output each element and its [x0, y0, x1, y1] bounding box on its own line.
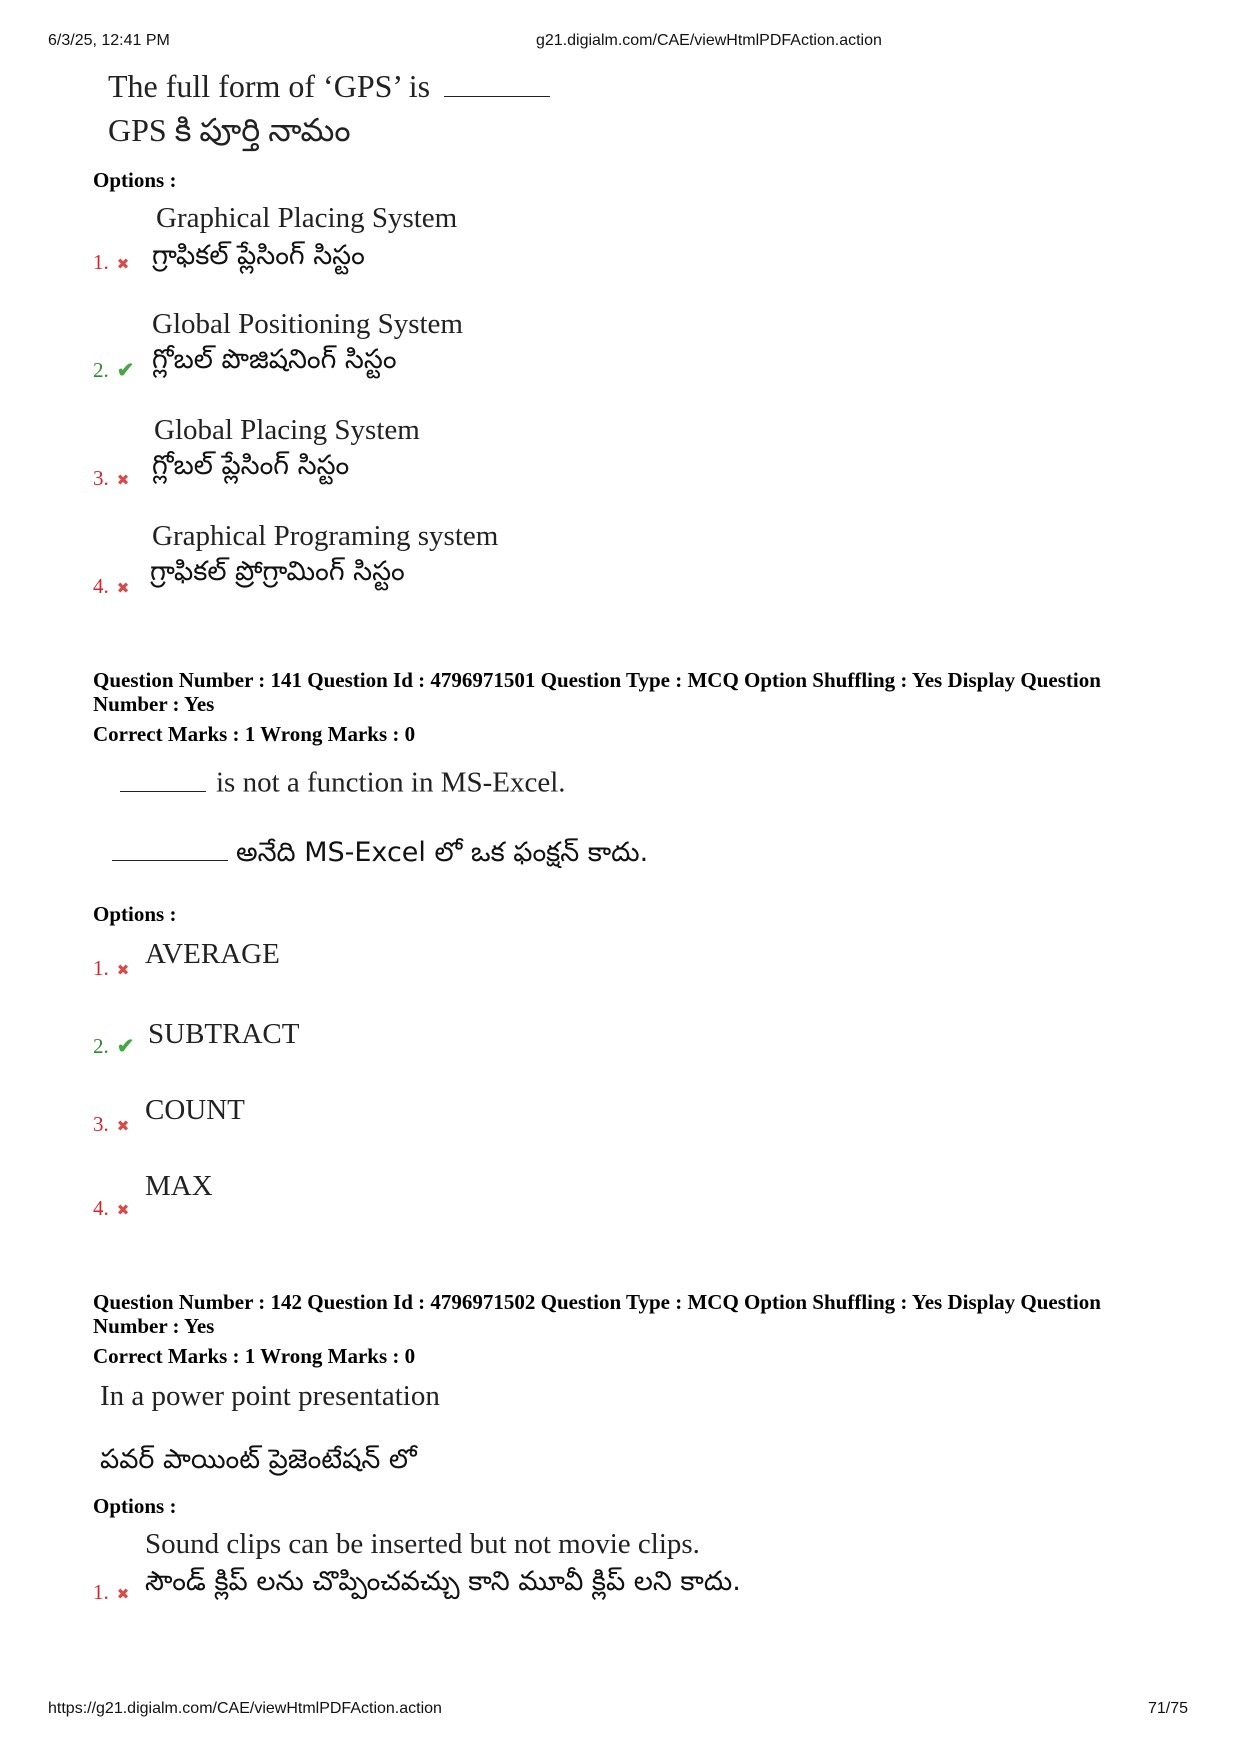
question-meta-cont: Number : Yes: [93, 1314, 215, 1338]
print-url: g21.digialm.com/CAE/viewHtmlPDFAction.action: [536, 32, 882, 49]
cross-icon: ✖: [116, 1119, 130, 1135]
option-text-en: Global Positioning System: [152, 308, 463, 340]
cross-icon: ✖: [116, 1587, 130, 1603]
question-marks: Correct Marks : 1 Wrong Marks : 0: [93, 722, 416, 746]
option-text-en: SUBTRACT: [148, 1018, 300, 1050]
option-number: 1.: [93, 1580, 109, 1604]
option-text-en: Sound clips can be inserted but not movie clips.: [145, 1528, 700, 1560]
option-marker: [93, 574, 129, 599]
option-number: 2.: [93, 1034, 109, 1058]
option-text-en: AVERAGE: [145, 938, 280, 970]
option-marker: [93, 1196, 129, 1221]
option-number: 3.: [93, 466, 109, 490]
cross-icon: ✖: [116, 963, 130, 979]
question-text-te: అనేది MS-Excel లో ఒక ఫంక్షన్ కాదు.: [112, 834, 648, 875]
answer-blank: [112, 834, 228, 861]
option-text-en: Global Placing System: [154, 414, 420, 446]
options-label: Options :: [93, 168, 177, 192]
option-number: 4.: [93, 574, 109, 598]
cross-icon: ✖: [116, 581, 130, 597]
option-number: 4.: [93, 1196, 109, 1220]
option-marker: [93, 466, 129, 491]
option-marker: [93, 1580, 129, 1605]
print-datetime: 6/3/25, 12:41 PM: [48, 32, 170, 49]
question-text-en: The full form of ‘GPS’ is: [108, 68, 550, 105]
option-number: 2.: [93, 358, 109, 382]
page-number: 71/75: [1148, 1700, 1189, 1717]
option-text-en: MAX: [145, 1170, 213, 1202]
question-text-te: GPS కి పూర్తి నామం: [108, 112, 351, 148]
option-marker: [93, 358, 134, 383]
checkmark-icon: ✔: [116, 1034, 135, 1058]
question-meta-cont: Number : Yes: [93, 692, 215, 716]
checkmark-icon: ✔: [116, 358, 135, 382]
option-text-te: గ్రాఫికల్ ప్రోగ్రామింగ్ సిస్టం: [150, 556, 405, 587]
question-marks: Correct Marks : 1 Wrong Marks : 0: [93, 1344, 416, 1368]
cross-icon: ✖: [116, 1203, 130, 1219]
question-meta: Question Number : 141 Question Id : 4796971501 Question Type : MCQ Option Shuffling : Yes Display Question: [93, 668, 1101, 692]
option-text-en: Graphical Programing system: [152, 520, 499, 552]
answer-blank: [444, 69, 550, 97]
question-meta: Question Number : 142 Question Id : 4796971502 Question Type : MCQ Option Shuffling : Yes Display Question: [93, 1290, 1101, 1314]
options-label: Options :: [93, 902, 177, 926]
cross-icon: ✖: [116, 473, 130, 489]
option-marker: [93, 1034, 134, 1059]
options-label: Options :: [93, 1494, 177, 1518]
cross-icon: ✖: [116, 257, 130, 273]
option-marker: [93, 1112, 129, 1137]
option-text-en: Graphical Placing System: [156, 202, 458, 234]
option-number: 1.: [93, 956, 109, 980]
question-text-te: పవర్ పాయింట్ ప్రెజెంటేషన్ లో: [100, 1444, 417, 1475]
option-number: 3.: [93, 1112, 109, 1136]
option-number: 1.: [93, 250, 109, 274]
option-marker: [93, 956, 129, 981]
option-text-te: సౌండ్ క్లిప్ లను చొప్పించవచ్చు కాని మూవీ క్లిప్ లని కాదు.: [145, 1566, 741, 1597]
option-text-en: COUNT: [145, 1094, 245, 1126]
footer-url: https://g21.digialm.com/CAE/viewHtmlPDFAction.action: [48, 1700, 442, 1717]
answer-blank: [120, 766, 206, 792]
option-text-te: గ్లోబల్ ప్లేసింగ్ సిస్టం: [152, 450, 350, 481]
option-text-te: గ్రాఫికల్ ప్లేసింగ్ సిస్టం: [152, 240, 365, 271]
question-text-en: is not a function in MS-Excel.: [120, 766, 566, 800]
question-text-en: In a power point presentation: [100, 1380, 440, 1412]
option-text-te: గ్లోబల్ పొజిషనింగ్ సిస్టం: [152, 344, 397, 375]
option-marker: [93, 250, 129, 275]
